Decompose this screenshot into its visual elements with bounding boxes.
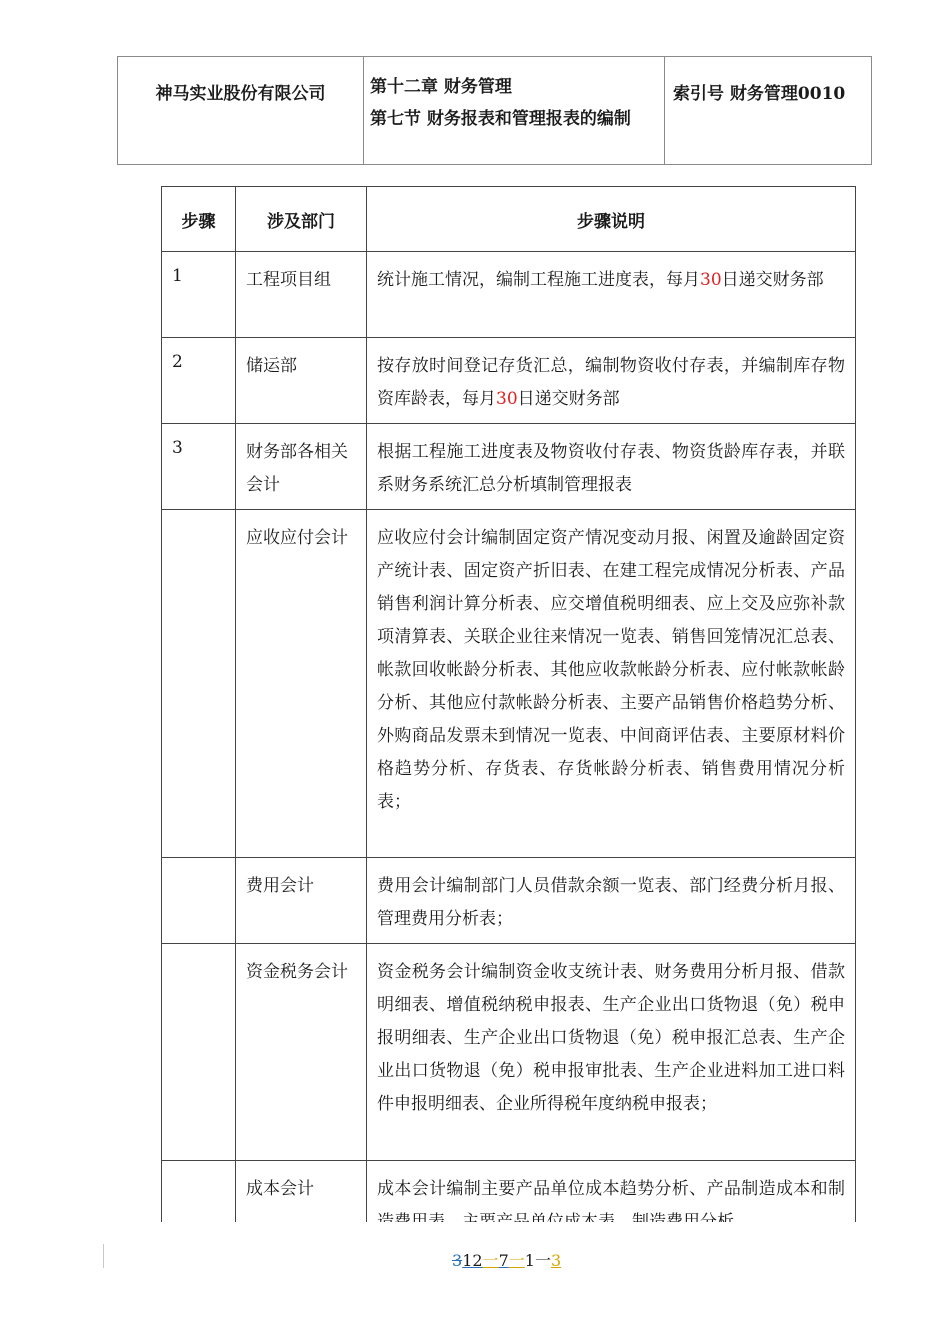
footer-part: 7 (498, 1251, 509, 1270)
department: 储运部 (236, 338, 367, 424)
description-text: 日递交财务部 (721, 270, 824, 290)
department: 资金税务会计 (236, 944, 367, 1161)
description-text: 统计施工情况，编制工程施工进度表，每月 (377, 270, 700, 290)
document-header (117, 56, 872, 165)
step-number: 3 (162, 424, 236, 510)
deadline-day: 30 (700, 270, 722, 290)
step-number: 1 (162, 252, 236, 338)
company-name: 神马实业股份有限公司 (118, 57, 364, 165)
step-description (367, 424, 856, 510)
department: 费用会计 (236, 858, 367, 944)
step-description (367, 252, 856, 338)
description-text: 资金税务会计编制资金收支统计表、财务费用分析月报、借款明细表、增值税纳税申报表、生产企业出口货物退（免）税申报明细表、生产企业出口货物退（免）税申报汇总表、生产企业出口货物退（免）税申报审批表、生产企业进料加工进口料件申报明细表、企业所得税年度纳税申报表； (377, 962, 845, 1114)
table-header-row (162, 187, 856, 252)
index-number: 索引号 财务管理0010 (665, 57, 872, 165)
description-text: 费用会计编制部门人员借款余额一览表、部门经费分析月报、管理费用分析表； (377, 876, 845, 929)
description-text: 成本会计编制主要产品单位成本趋势分析、产品制造成本和制 (377, 1179, 845, 1199)
footer-part: 1一 (524, 1251, 551, 1270)
deadline-day: 30 (496, 389, 518, 409)
table-row (162, 338, 856, 424)
department: 工程项目组 (236, 252, 367, 338)
table-row (162, 510, 856, 858)
step-number: 2 (162, 338, 236, 424)
description-text: 日递交财务部 (517, 389, 620, 409)
procedure-table (161, 186, 856, 1240)
column-header-step: 步骤 (162, 187, 236, 252)
department: 应收应付会计 (236, 510, 367, 858)
department: 成本会计 (236, 1161, 367, 1240)
step-number (162, 510, 236, 858)
step-description (367, 510, 856, 858)
footer-inserted: 一 (482, 1251, 499, 1270)
step-description (367, 338, 856, 424)
department: 财务部各相关会计 (236, 424, 367, 510)
description-text: 应收应付会计编制固定资产情况变动月报、闲置及逾龄固定资产统计表、固定资产折旧表、在建工程完成情况分析表、产品销售利润计算分析表、应交增值税明细表、应上交及应弥补款项清算表、关联企业往来情况一览表、销售回笼情况汇总表、帐款回收帐龄分析表、其他应收款帐龄分析表、应付帐款帐龄分析、其他应付款帐龄分析表、主要产品销售价格趋势分析、外购商品发票未到情况一览表、中间商评估表、主要原材料价格趋势分析、存货表、存货帐龄分析表、销售费用情况分析表； (377, 528, 845, 812)
step-number (162, 944, 236, 1161)
footer-inserted: 3 (550, 1251, 562, 1270)
description-text: 根据工程施工进度表及物资收付存表、物资货龄库存表，并联系财务系统汇总分析填制管理报表 (377, 442, 845, 495)
table-row (162, 424, 856, 510)
table-row (162, 252, 856, 338)
footer-inserted: 一 (508, 1251, 525, 1270)
chapter-cell (364, 57, 665, 165)
footer-deleted: 3 (452, 1251, 463, 1270)
margin-mark (103, 1244, 104, 1268)
table-row (162, 858, 856, 944)
table-row (162, 944, 856, 1161)
column-header-desc: 步骤说明 (367, 187, 856, 252)
column-header-dept: 涉及部门 (236, 187, 367, 252)
step-description (367, 858, 856, 944)
step-number (162, 858, 236, 944)
section-title: 第七节 财务报表和管理报表的编制 (370, 109, 631, 129)
footer-part: 12 (462, 1251, 483, 1270)
description-text: 按存放时间登记存货汇总，编制物资收付存表，并编制库存物资库龄表，每月 (377, 356, 845, 409)
chapter-title: 第十二章 财务管理 (370, 77, 512, 97)
page-footer (452, 1248, 561, 1271)
step-description (367, 944, 856, 1161)
